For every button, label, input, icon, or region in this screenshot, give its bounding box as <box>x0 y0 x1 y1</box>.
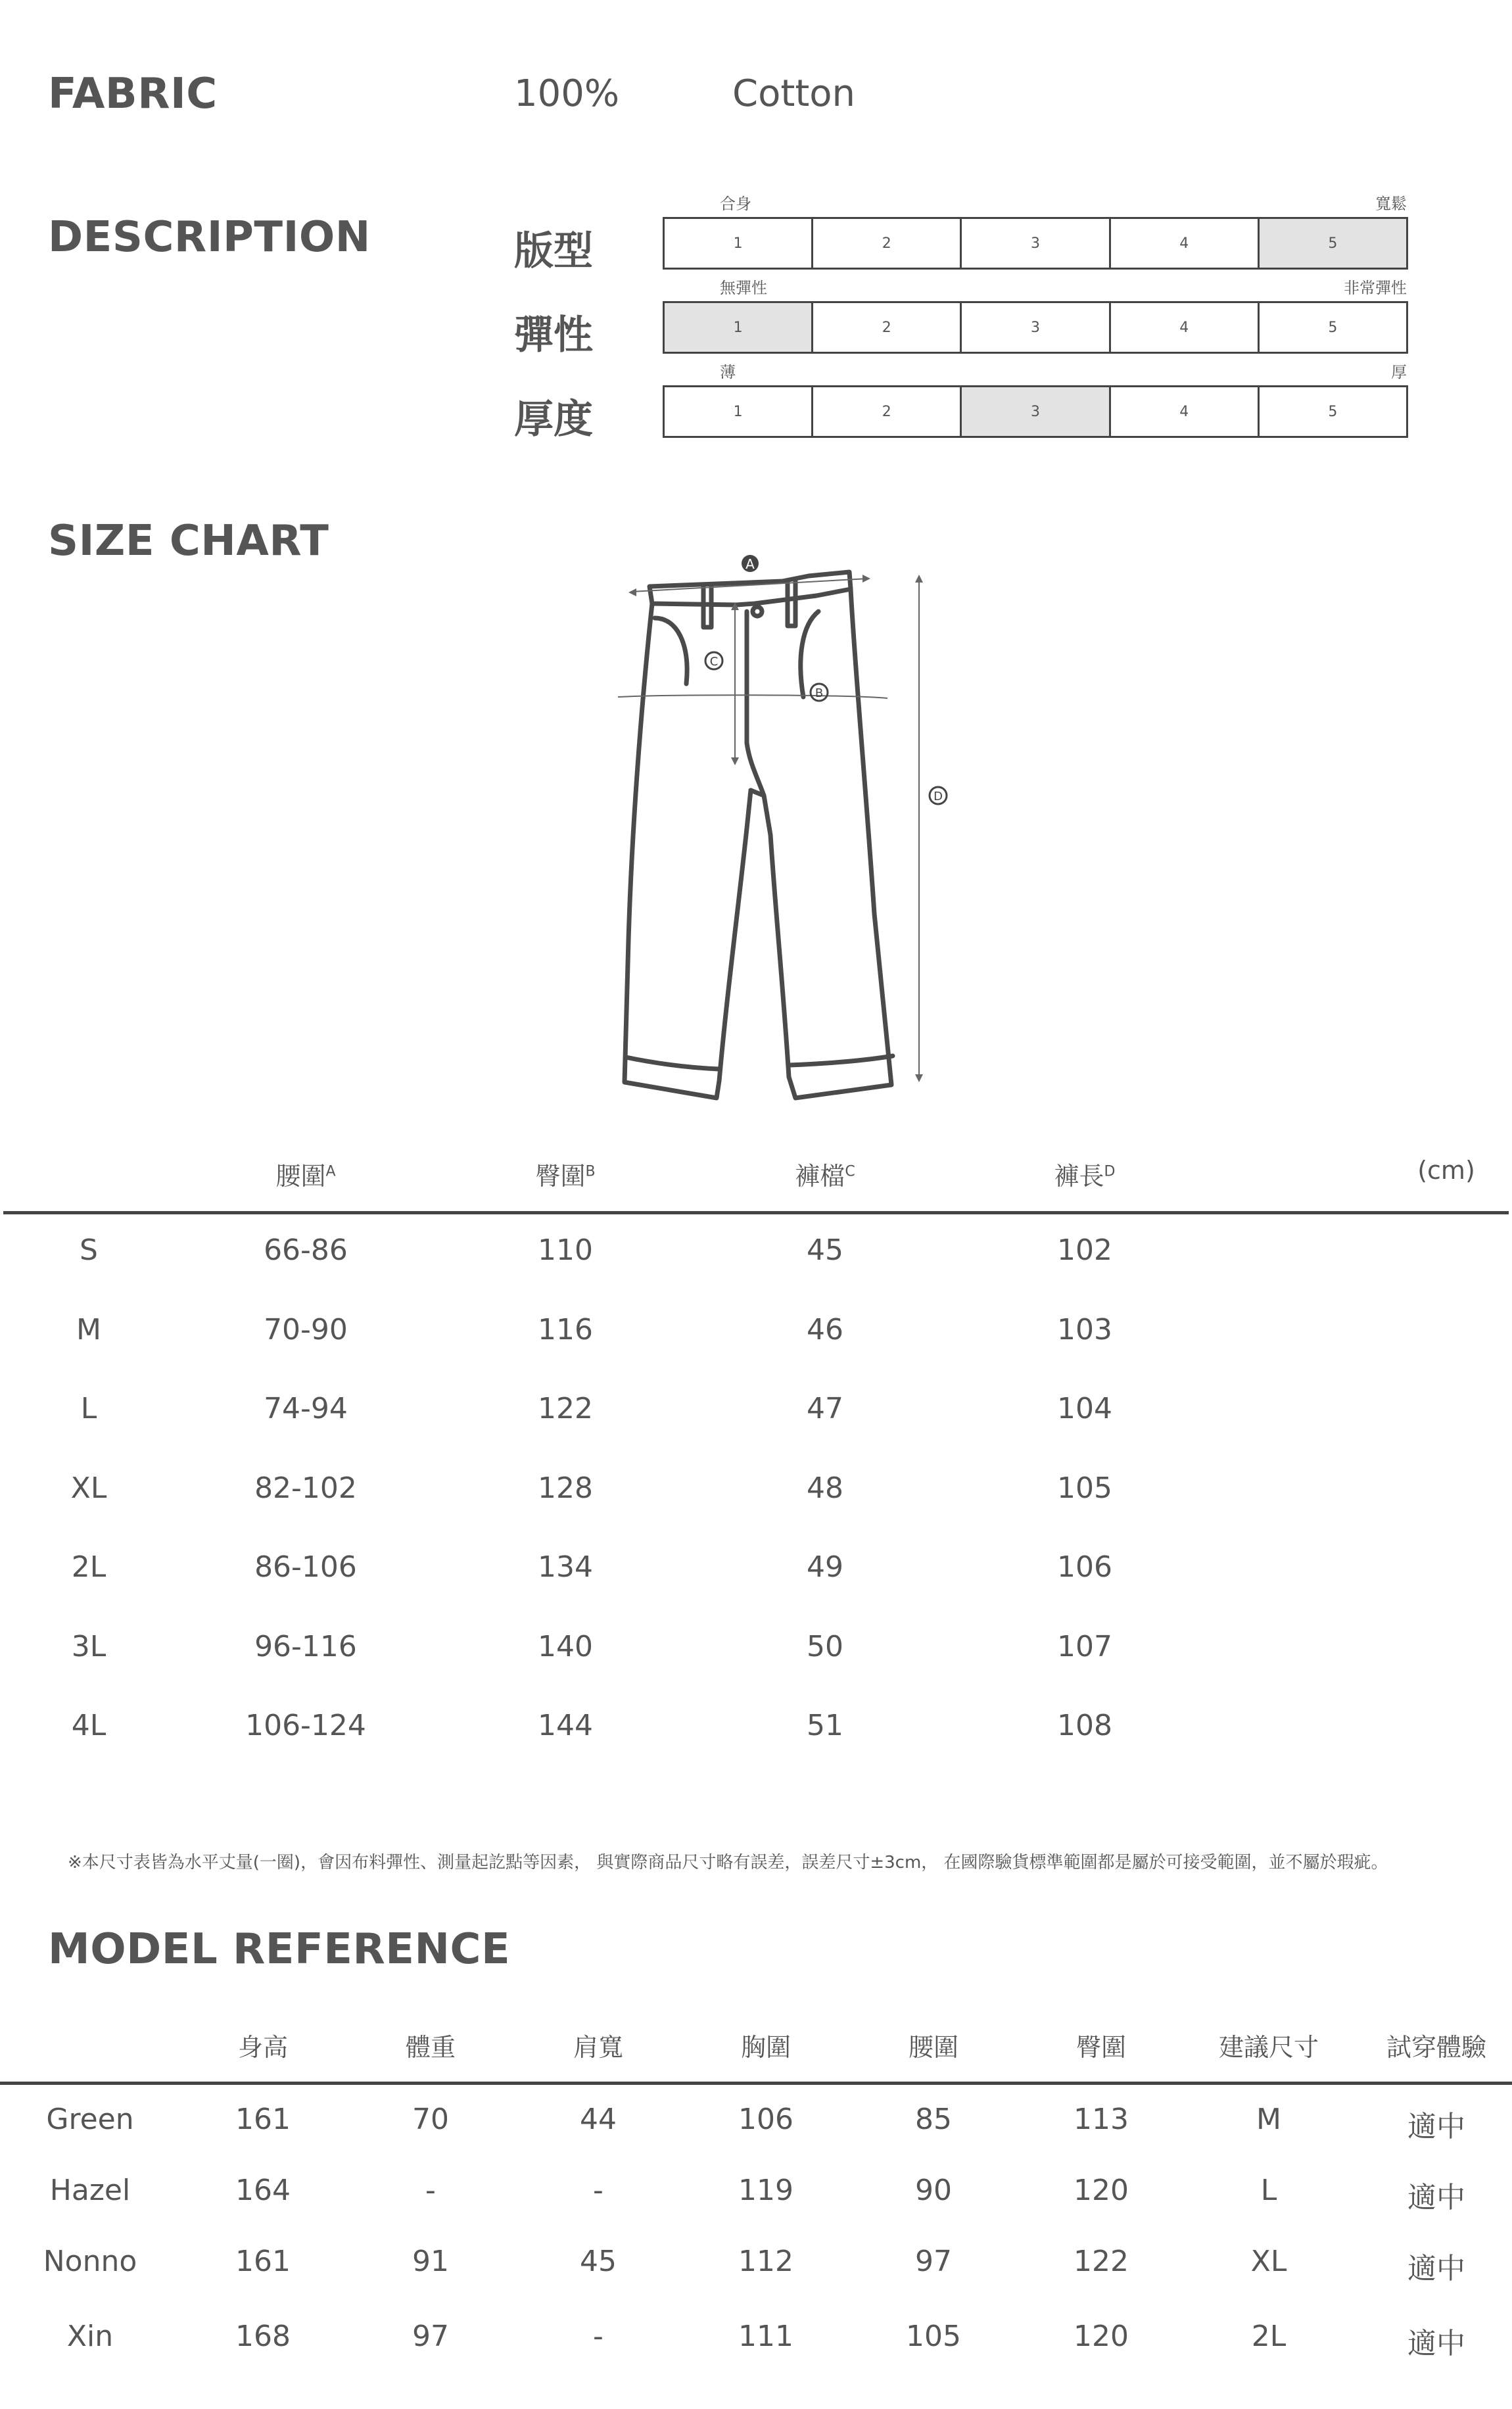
size-cell: 3L <box>71 1629 106 1663</box>
size-cell: M <box>76 1312 101 1347</box>
model-column-header: 體重 <box>405 2033 456 2062</box>
size-column-marker: B <box>585 1163 596 1180</box>
size-cell: 102 <box>1057 1233 1112 1267</box>
scale-cell: 2 <box>813 303 962 352</box>
size-column-marker: C <box>845 1163 855 1180</box>
size-cell: 128 <box>538 1471 593 1505</box>
size-cell: 48 <box>807 1471 843 1505</box>
attribute-scale <box>663 217 1408 270</box>
model-cell: 161 <box>235 2103 291 2136</box>
model-cell: 97 <box>915 2245 952 2278</box>
svg-text:D: D <box>933 790 943 803</box>
size-cell: 104 <box>1057 1392 1112 1425</box>
size-cell: 74-94 <box>264 1392 348 1425</box>
size-cell: 144 <box>538 1709 593 1742</box>
attribute-right-caption: 寬鬆 <box>1375 195 1407 213</box>
model-table-rule <box>0 2082 1512 2085</box>
model-cell: 適中 <box>1407 2252 1465 2285</box>
attribute-label: 彈性 <box>514 312 593 358</box>
size-cell: 82-102 <box>254 1471 357 1505</box>
attribute-label: 厚度 <box>514 396 593 442</box>
model-name: Xin <box>66 2320 114 2353</box>
fabric-heading: FABRIC <box>48 70 218 118</box>
size-cell: 105 <box>1057 1471 1112 1505</box>
size-cell: 86-106 <box>254 1550 357 1584</box>
size-cell: 51 <box>807 1709 843 1742</box>
attribute-left-caption: 合身 <box>720 195 751 213</box>
model-name: Green <box>46 2103 134 2136</box>
size-cell: 2L <box>71 1550 106 1584</box>
scale-cell: 3 <box>962 219 1110 268</box>
scale-cell: 5 <box>1328 319 1338 336</box>
model-column-header: 肩寬 <box>573 2033 623 2062</box>
svg-text:C: C <box>709 655 719 669</box>
size-cell: 106-124 <box>245 1709 366 1742</box>
model-name: Hazel <box>49 2174 131 2207</box>
model-cell: 106 <box>738 2103 793 2136</box>
attribute-left-caption: 薄 <box>720 363 736 381</box>
model-cell: 122 <box>1074 2245 1129 2278</box>
scale-cell: 2 <box>813 387 962 436</box>
size-cell: 103 <box>1057 1312 1112 1347</box>
size-cell: 106 <box>1057 1550 1112 1584</box>
size-cell: 107 <box>1057 1629 1112 1663</box>
model-cell: - <box>593 2320 603 2353</box>
model-cell: 97 <box>412 2320 449 2353</box>
size-cell: 47 <box>807 1392 843 1425</box>
size-cell: 70-90 <box>264 1312 348 1347</box>
model-cell: 適中 <box>1407 2327 1465 2360</box>
model-column-header: 臀圍 <box>1075 2033 1126 2062</box>
model-cell: L <box>1260 2174 1277 2207</box>
size-column-label: 腰圍 <box>275 1162 326 1191</box>
size-column-header <box>986 1156 1183 1192</box>
model-cell: 91 <box>412 2245 449 2278</box>
scale-cell: 1 <box>665 303 813 352</box>
model-cell: 2L <box>1251 2320 1287 2353</box>
size-cell: 122 <box>538 1392 593 1425</box>
model-column-header: 建議尺寸 <box>1218 2033 1319 2062</box>
size-cell: S <box>80 1233 98 1267</box>
model-cell: 168 <box>235 2320 291 2353</box>
model-column-header: 試穿體驗 <box>1386 2033 1486 2062</box>
attribute-right-caption: 厚 <box>1391 363 1407 381</box>
model-cell: 適中 <box>1407 2110 1465 2143</box>
size-cell: 110 <box>538 1233 593 1267</box>
model-cell: 105 <box>906 2320 961 2353</box>
size-cell: 96-116 <box>254 1629 357 1663</box>
attribute-left-caption: 無彈性 <box>720 279 767 297</box>
size-cell: 134 <box>538 1550 593 1584</box>
model-cell: - <box>593 2174 603 2207</box>
model-cell: 70 <box>412 2103 449 2136</box>
size-chart-heading: SIZE CHART <box>48 517 329 565</box>
model-cell: - <box>425 2174 436 2207</box>
attribute-label: 版型 <box>514 228 593 274</box>
attribute-right-caption: 非常彈性 <box>1344 279 1407 297</box>
fabric-percent: 100% <box>514 72 620 115</box>
size-cell: 66-86 <box>264 1233 348 1267</box>
size-cell: 116 <box>538 1312 593 1347</box>
size-note: ※本尺寸表皆為水平丈量(一圈)，會因布料彈性、測量起訖點等因素， 與實際商品尺寸略有誤差，誤差尺寸±3cm， 在國際驗貨標準範圍都是屬於可接受範圍，並不屬於瑕疵。 <box>68 1853 1388 1872</box>
svg-text:A: A <box>745 556 755 572</box>
model-cell: 112 <box>738 2245 793 2278</box>
model-cell: 適中 <box>1407 2181 1465 2214</box>
model-column-header: 腰圍 <box>908 2033 958 2062</box>
size-column-header <box>726 1156 924 1192</box>
marker-b <box>811 684 828 701</box>
size-column-label: 褲長 <box>1054 1162 1104 1191</box>
size-cell: 4L <box>71 1709 106 1742</box>
size-table-rule <box>3 1211 1509 1214</box>
size-column-label: 臀圍 <box>535 1162 586 1191</box>
scale-cell: 4 <box>1111 303 1260 352</box>
scale-cell: 5 <box>1260 219 1406 268</box>
model-cell: 161 <box>235 2245 291 2278</box>
attribute-scale <box>663 385 1408 438</box>
model-column-header: 胸圍 <box>740 2033 791 2062</box>
model-cell: 85 <box>915 2103 952 2136</box>
marker-c <box>705 652 722 669</box>
fabric-material: Cotton <box>732 72 856 115</box>
model-cell: XL <box>1250 2245 1287 2278</box>
scale-cell: 3 <box>962 387 1110 436</box>
scale-cell: 4 <box>1111 387 1260 436</box>
model-reference-heading: MODEL REFERENCE <box>48 1925 511 1974</box>
model-column-header: 身高 <box>237 2033 288 2062</box>
scale-cell: 1 <box>665 387 813 436</box>
size-cell: 45 <box>807 1233 843 1267</box>
pants-diagram <box>592 546 960 1111</box>
scale-cell: 1 <box>665 219 813 268</box>
unit-label: (cm) <box>1417 1156 1475 1185</box>
size-column-label: 褲檔 <box>795 1162 845 1191</box>
size-cell: 46 <box>807 1312 843 1347</box>
model-cell: 45 <box>580 2245 617 2278</box>
size-column-header <box>467 1156 664 1192</box>
scale-cell: 4 <box>1111 219 1260 268</box>
model-cell: 164 <box>235 2174 291 2207</box>
model-cell: M <box>1256 2103 1281 2136</box>
description-heading: DESCRIPTION <box>48 213 371 262</box>
size-cell: XL <box>70 1471 107 1505</box>
model-name: Nonno <box>43 2245 137 2278</box>
model-cell: 90 <box>915 2174 952 2207</box>
size-cell: 108 <box>1057 1709 1112 1742</box>
size-cell: 140 <box>538 1629 593 1663</box>
scale-cell: 2 <box>813 219 962 268</box>
size-column-header <box>207 1156 404 1192</box>
marker-a <box>742 555 759 572</box>
size-cell: L <box>80 1392 97 1425</box>
svg-text:B: B <box>815 686 824 700</box>
model-cell: 120 <box>1074 2174 1129 2207</box>
model-cell: 119 <box>738 2174 793 2207</box>
model-cell: 111 <box>738 2320 793 2353</box>
marker-d <box>930 787 947 804</box>
size-column-marker: D <box>1104 1163 1116 1180</box>
model-cell: 44 <box>580 2103 617 2136</box>
size-cell: 49 <box>807 1550 843 1584</box>
model-cell: 120 <box>1074 2320 1129 2353</box>
scale-cell: 3 <box>962 303 1110 352</box>
size-cell: 50 <box>807 1629 843 1663</box>
model-cell: 113 <box>1074 2103 1129 2136</box>
scale-cell: 5 <box>1328 403 1338 420</box>
size-column-marker: A <box>325 1163 336 1180</box>
attribute-scale <box>663 301 1408 354</box>
